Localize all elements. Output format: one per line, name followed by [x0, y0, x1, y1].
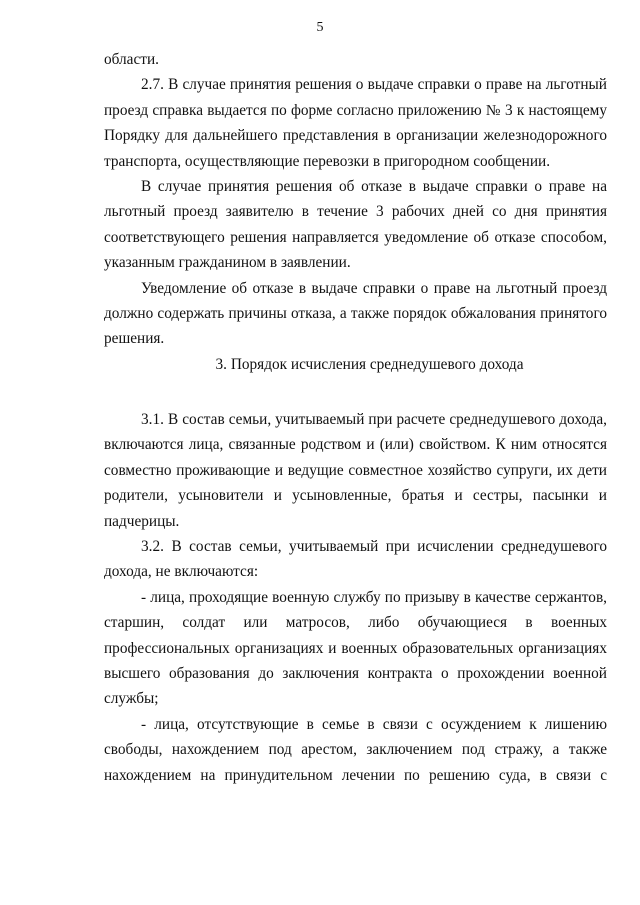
paragraph-3-1-line: совместно проживающие и ведущие совместное хозяйство супруги, их дети: [104, 461, 607, 479]
list-item-line: - лица, проходящие военную службу по призыву в качестве сержантов,: [141, 588, 607, 606]
paragraph-2-7-line: Порядку для дальнейшего представления в организации железнодорожного: [104, 127, 607, 145]
refusal-paragraph-line: соответствующего решения направляется уведомление об отказе способом,: [104, 228, 607, 246]
list-item-line: старшин, солдат или матросов, либо обучающиеся в военных: [104, 614, 607, 632]
paragraph-2-7-line: транспорта, осуществляющие перевозки в пригородном сообщении.: [104, 152, 551, 170]
list-item-line: службы;: [104, 690, 159, 708]
paragraph-3-2-line: дохода, не включаются:: [104, 563, 259, 581]
notice-paragraph-line: должно содержать причины отказа, а также порядок обжалования принятого: [104, 304, 607, 322]
paragraph-3-1-line: 3.1. В состав семьи, учитываемый при расчете среднедушевого дохода,: [141, 411, 607, 429]
paragraph-2-7-line: 2.7. В случае принятия решения о выдаче справки о праве на льготный: [141, 76, 607, 94]
paragraph-3-2-line: 3.2. В состав семьи, учитываемый при исчислении среднедушевого: [141, 538, 607, 556]
notice-paragraph-line: Уведомление об отказе в выдаче справки о праве на льготный проезд: [141, 279, 607, 297]
list-item-line: профессиональных организациях и военных образовательных организациях: [104, 639, 607, 657]
section-heading: 3. Порядок исчисления среднедушевого дохода: [215, 355, 524, 373]
section-spacer: [104, 377, 607, 407]
document-body: [104, 47, 607, 788]
paragraph-3-1-line: включаются лица, связанные родством и (или) свойством. К ним относятся: [104, 436, 607, 454]
refusal-paragraph-line: льготный проезд заявителю в течение 3 рабочих дней со дня принятия: [104, 203, 607, 221]
refusal-paragraph-line: указанным гражданином в заявлении.: [104, 254, 351, 272]
page-number: 5: [316, 20, 324, 35]
notice-paragraph-line: решения.: [104, 330, 165, 348]
paragraph-2-7-line: проезд справка выдается по форме согласно приложению № 3 к настоящему: [104, 101, 607, 119]
refusal-paragraph-line: В случае принятия решения об отказе в выдаче справки о праве на: [141, 177, 607, 195]
paragraph-3-1-line: родители, усыновители и усыновленные, братья и сестры, пасынки и: [104, 487, 607, 505]
list-item-line: - лица, отсутствующие в семье в связи с осуждением к лишению: [141, 715, 607, 733]
paragraph-3-1-line: падчерицы.: [104, 512, 180, 530]
list-item-line: нахождением на принудительном лечении по решению суда, в связи с: [104, 766, 607, 784]
list-item-line: свободы, нахождением под арестом, заключением под стражу, а также: [104, 741, 607, 759]
text-line: области.: [104, 51, 159, 68]
list-item-line: высшего образования до заключения контракта о прохождении военной: [104, 664, 607, 682]
